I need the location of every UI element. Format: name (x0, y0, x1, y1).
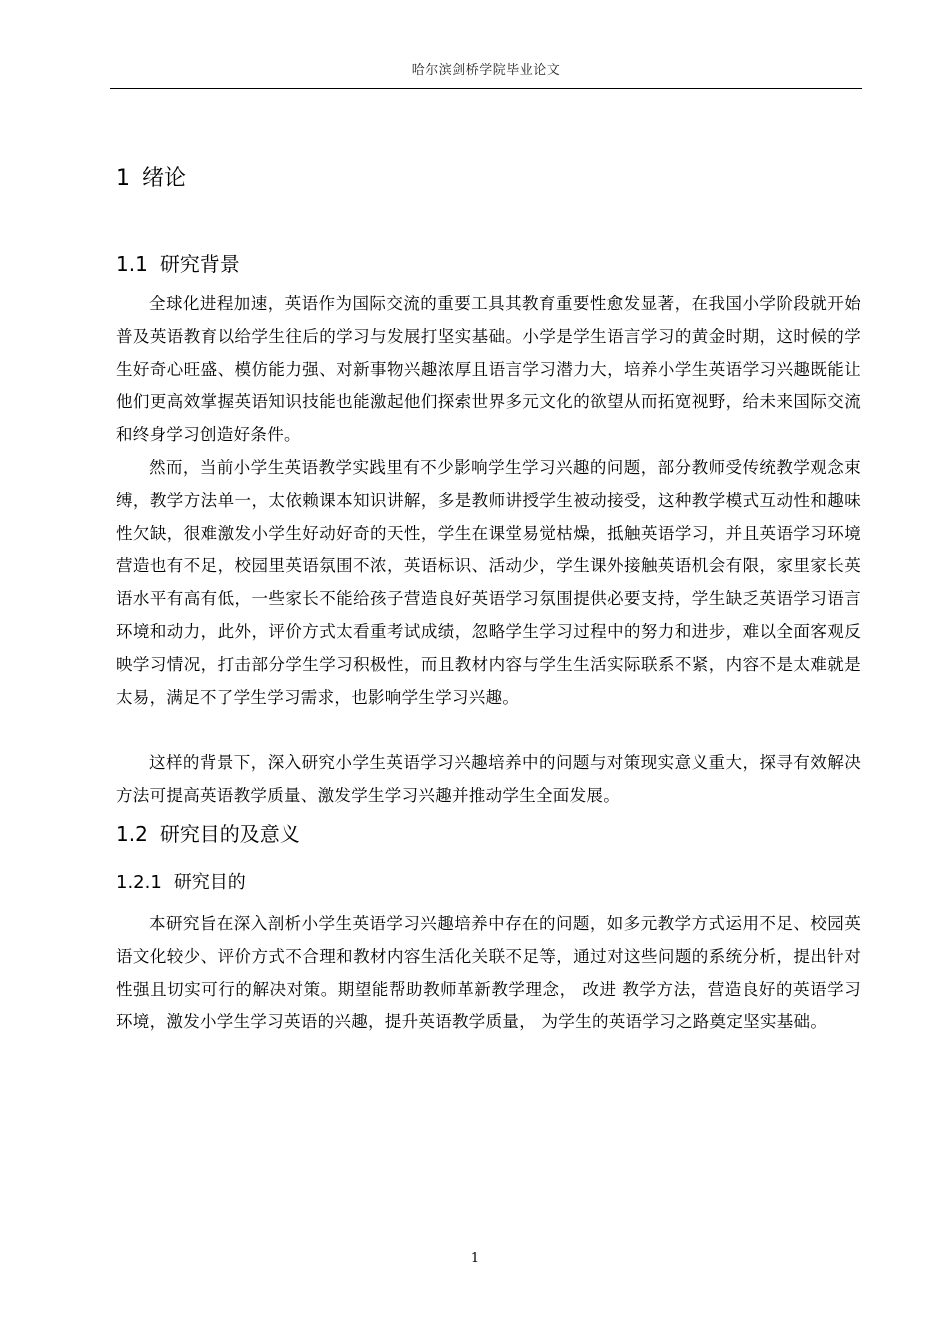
chapter-title: 绪论 (142, 166, 187, 191)
chapter-number: 1 (116, 166, 130, 191)
header-rule (110, 88, 862, 89)
paragraph-purpose: 本研究旨在深入剖析小学生英语学习兴趣培养中存在的问题，如多元教学方式运用不足、校园英语文化较少、评价方式不合理和教材内容生活化关联不足等，通过对这些问题的系统分析，提出针对性强且切实可行的解决对策。期望能帮助教师革新教学理念， 改进 教学方法，营造良好的英语学习环境，激发小学生学习英语的兴趣，提升英语教学质量， 为学生的英语学习之路奠定坚实基础。 (116, 914, 861, 1032)
chapter-heading (116, 163, 186, 195)
section-title: 研究背景 (159, 252, 240, 276)
running-header: 哈尔滨剑桥学院毕业论文 (411, 63, 561, 78)
subsection-heading-1-2-1 (116, 869, 246, 897)
subsection-number: 1.2.1 (116, 872, 162, 893)
subsection-title: 研究目的 (173, 872, 246, 893)
paragraph-background-3: 这样的背景下，深入研究小学生英语学习兴趣培养中的问题与对策现实意义重大，探寻有效解决方法可提高英语教学质量、激发学生学习兴趣并推动学生全面发展。 (116, 753, 861, 805)
section-heading-1-2 (116, 819, 300, 849)
section-number: 1.1 (116, 252, 148, 276)
section-number: 1.2 (116, 822, 148, 846)
section-title: 研究目的及意义 (159, 822, 300, 846)
paragraph-background-2: 然而，当前小学生英语教学实践里有不少影响学生学习兴趣的问题，部分教师受传统教学观念束缚，教学方法单一，太依赖课本知识讲解，多是教师讲授学生被动接受，这种教学模式互动性和趣味性欠缺，很难激发小学生好动好奇的天性，学生在课堂易觉枯燥，抵触英语学习，并且英语学习环境营造也有不足，校园里英语氛围不浓，英语标识、活动少，学生课外接触英语机会有限，家里家长英语水平有高有低，一些家长不能给孩子营造良好英语学习氛围提供必要支持，学生缺乏英语学习语言环境和动力，此外，评价方式太看重考试成绩，忽略学生学习过程中的努力和进步，难以全面客观反映学习情况，打击部分学生学习积极性，而且教材内容与学生生活实际联系不紧，内容不是太难就是太易，满足不了学生学习需求，也影响学生学习兴趣。 (116, 458, 861, 707)
paragraph-background-1: 全球化进程加速，英语作为国际交流的重要工具其教育重要性愈发显著，在我国小学阶段就开始普及英语教育以给学生往后的学习与发展打坚实基础。小学是学生语言学习的黄金时期，这时候的学生好奇心旺盛、模仿能力强、对新事物兴趣浓厚且语言学习潜力大，培养小学生英语学习兴趣既能让他们更高效掌握英语知识技能也能激起他们探索世界多元文化的欲望从而拓宽视野，给未来国际交流和终身学习创造好条件。 (116, 294, 861, 445)
section-heading-1-1 (116, 249, 240, 279)
page-number: 1 (470, 1251, 480, 1266)
